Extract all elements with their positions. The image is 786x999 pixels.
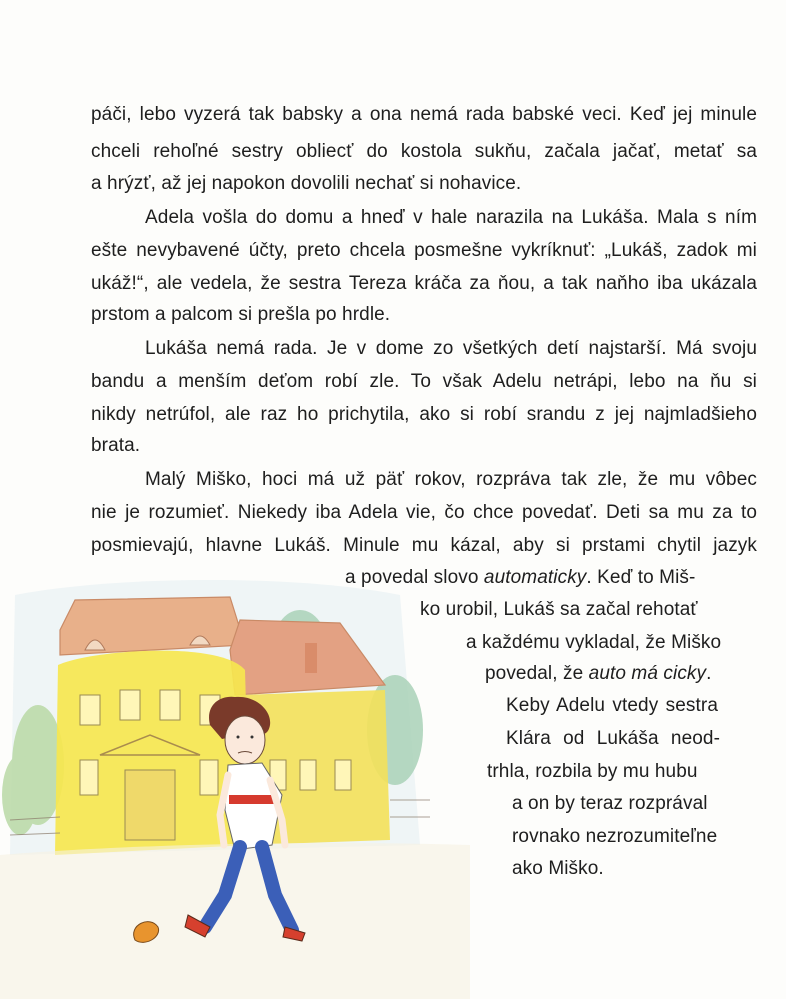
text-line: brata. [91,435,141,456]
text-line: nikdy netrúfol, ale raz ho prichytila, ako si robí srandu z jej najmladšieho [91,404,757,425]
text-line: Malý Miško, hoci má už päť rokov, rozpráva tak zle, že mu vôbec [145,469,757,490]
text-line: ukáž!“, ale vedela, že sestra Tereza kráča za ňou, a tak naňho iba ukázala [91,273,757,294]
text-line: trhla, rozbila by mu hubu [487,761,698,782]
text-line: Klára od Lukáša neod- [506,728,720,749]
text-line: ešte nevybavené účty, preto chcela posmešne vykríknuť: „Lukáš, zadok mi [91,240,757,261]
italic-word: automaticky [483,567,587,588]
text-line: prstom a palcom si prešla po hrdle. [91,304,391,325]
text-line: a on by teraz rozprával [512,793,708,814]
text-line: a hrýzť, až jej napokon dovolili nechať si nohavice. [91,173,522,194]
text-line: páči, lebo vyzerá tak babsky a ona nemá rada babské veci. Keď jej minule [91,104,757,125]
text-line: Lukáša nemá rada. Je v dome zo všetkých detí najstarší. Má svoju [145,338,757,359]
text-line: rovnako nezrozumiteľne [512,826,718,847]
text-line: posmievajú, hlavne Lukáš. Minule mu kázal, aby si prstami chytil jazyk [91,535,757,556]
text-line: bandu a menším deťom robí zle. To však Adelu netrápi, lebo na ňu si [91,371,757,392]
text-line: ko urobil, Lukáš sa začal rehotať [420,599,698,620]
text-line: chceli rehoľné sestry obliecť do kostola sukňu, začala jačať, metať sa [91,141,757,162]
italic-phrase: auto má cicky [588,663,707,684]
text-line: povedal, že auto má cicky. [485,663,712,684]
text-line: a povedal slovo automaticky. Keď to Miš- [345,567,696,588]
text-line: Keby Adelu vtedy sestra [506,695,718,716]
text-line: a každému vykladal, že Miško [466,632,722,653]
text-line: ako Miško. [512,858,604,879]
illustration-boy-and-house [0,555,470,999]
text-line: nie je rozumieť. Niekedy iba Adela vie, čo chce povedať. Deti sa mu za to [91,502,757,523]
text-line: Adela vošla do domu a hneď v hale narazila na Lukáša. Mala s ním [145,207,757,228]
